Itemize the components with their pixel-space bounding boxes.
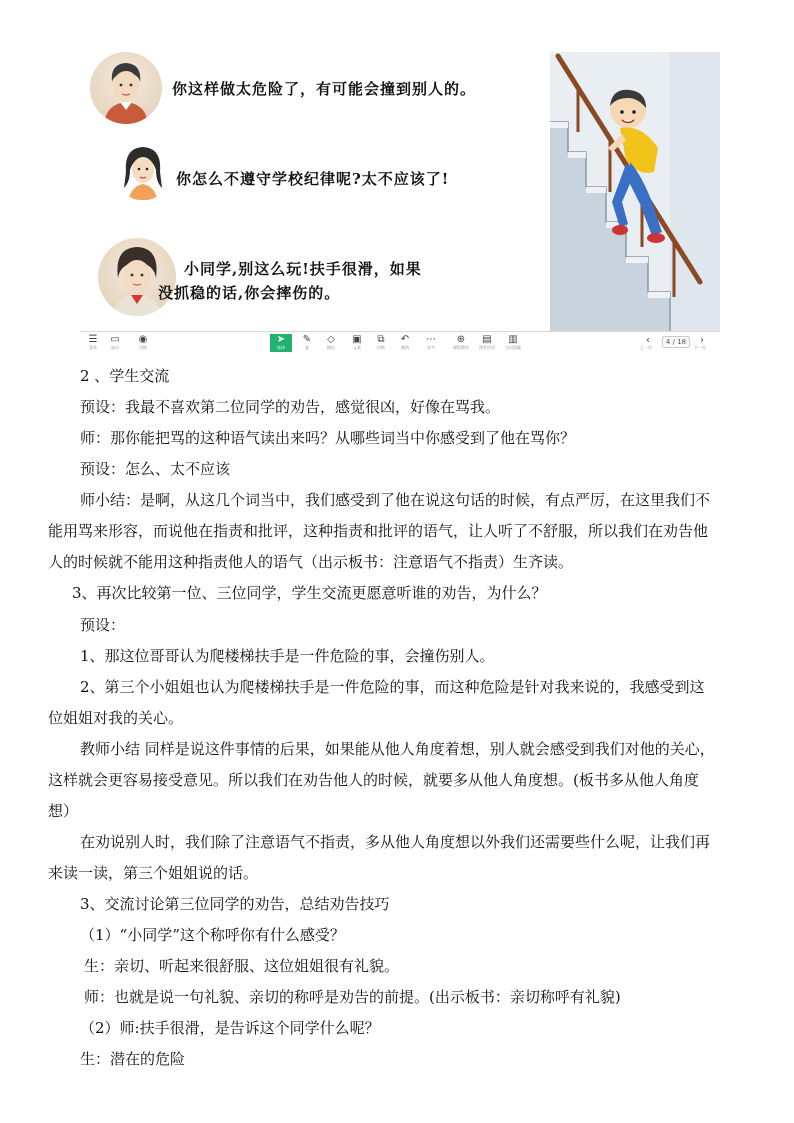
switch-tool[interactable]: ◉ 切换 <box>134 334 152 352</box>
stairs-illustration <box>550 52 720 348</box>
paragraph-line: 这样就会更容易接受意见。所以我们在劝告他人的时候，就要多从他人角度想。(板书多从他人角度 <box>48 771 699 789</box>
eraser-icon: ◇ <box>327 334 335 345</box>
page-indicator: 4 / 18 <box>662 336 690 348</box>
more-tool[interactable]: ⋯ 更多 <box>422 334 440 352</box>
paragraph-line: 想） <box>48 802 79 820</box>
menu-tool[interactable]: ☰ 菜单 <box>84 334 102 352</box>
more-icon: ⋯ <box>426 334 436 345</box>
hide-icon: ▥ <box>508 334 518 345</box>
paragraph-line: 2、第三个小姐姐也认为爬楼梯扶手是一件危险的事，而这种危险是针对我来说的，我感受到这 <box>80 678 705 696</box>
paragraph-line: 能用骂来形容，而说他在指责和批评，这种指责和批评的语气，让人听了不舒服，所以我们在劝告他 <box>48 522 709 540</box>
paragraph-line: 预设：怎么、太不应该 <box>80 460 231 478</box>
paragraph-line: （1）“小同学”这个称呼你有什么感受？ <box>80 926 345 944</box>
globe-icon: ◉ <box>138 334 148 345</box>
paragraph-line: 生：潜在的危险 <box>80 1050 186 1068</box>
screen-icon: ▭ <box>110 334 120 345</box>
slide-screenshot <box>80 48 720 353</box>
section-heading: 2 、学生交流 <box>80 367 170 385</box>
activity-icon: ▤ <box>482 334 492 345</box>
paragraph-line: （2）师:扶手很滑，是告诉这个同学什么呢？ <box>80 1019 380 1037</box>
girl-avatar <box>118 142 168 200</box>
pen-icon: ✎ <box>302 334 312 345</box>
older-girl-speech-line2: 没抓稳的话,你会摔伤的。 <box>158 284 341 302</box>
section-heading: 3、再次比较第一位、三位同学，学生交流更愿意听谁的劝告，为什么？ <box>72 584 547 602</box>
next-page-icon[interactable]: › <box>700 335 704 346</box>
paragraph-line: 位姐姐对我的关心。 <box>48 709 184 727</box>
select-tool[interactable]: ➤ 选择 <box>270 334 292 352</box>
paragraph-line: 师小结：是啊，从这几个词当中，我们感受到了他在说这句话的时候，有点严厉，在这里我们不 <box>80 491 711 509</box>
paragraph-line: 师：那你能把骂的这种语气读出来吗？从哪些词当中你感受到了他在骂你？ <box>80 429 576 447</box>
toggle-tool[interactable]: ⧉ 切换 <box>372 334 390 352</box>
paragraph-line: 人的时候就不能用这种指责他人的语气（出示板书：注意语气不指责）生齐读。 <box>48 553 574 571</box>
course-tool[interactable]: ⊕ 课程教学 <box>450 334 472 352</box>
paragraph-line: 教师小结 同样是说这件事情的后果，如果能从他人角度着想，别人就会感受到我们对他的关心， <box>80 740 715 758</box>
copy-icon: ⧉ <box>377 334 385 345</box>
older-girl-speech-line1: 小同学,别这么玩!扶手很滑，如果 <box>184 260 422 278</box>
element-icon: ▣ <box>352 334 362 345</box>
activity-tool[interactable]: ▤ 课堂活动 <box>476 334 498 352</box>
prev-page-label[interactable]: 上一页 <box>640 345 652 350</box>
eraser-tool[interactable]: ◇ 橡皮 <box>322 334 340 352</box>
paragraph-line: 来读一读，第三个姐姐说的话。 <box>48 864 259 882</box>
menu-icon: ☰ <box>88 334 98 345</box>
paragraph-line: 1、那这位哥哥认为爬楼梯扶手是一件危险的事，会撞伤别人。 <box>80 647 495 665</box>
course-icon: ⊕ <box>456 334 466 345</box>
paragraph-line: 预设：我最不喜欢第二位同学的劝告，感觉很凶，好像在骂我。 <box>80 398 501 416</box>
paragraph-line: 生：亲切、听起来很舒服、这位姐姐很有礼貌。 <box>84 957 400 975</box>
undo-icon: ↶ <box>400 334 410 345</box>
girl-speech: 你怎么不遵守学校纪律呢?太不应该了! <box>176 170 450 188</box>
boy-speech: 你这样做太危险了，有可能会撞到别人的。 <box>172 80 477 98</box>
presentation-toolbar <box>80 331 720 353</box>
next-page-label[interactable]: 下一页 <box>694 345 706 350</box>
prev-page-icon[interactable]: ‹ <box>646 335 650 346</box>
paragraph-line: 在劝说别人时，我们除了注意语气不指责，多从他人角度想以外我们还需要些什么呢，让我们再 <box>80 833 711 851</box>
section-heading: 3、交流讨论第三位同学的劝告，总结劝告技巧 <box>80 895 390 913</box>
element-tool[interactable]: ▣ 元素 <box>348 334 366 352</box>
undo-tool[interactable]: ↶ 撤销 <box>396 334 414 352</box>
paragraph-line: 师：也就是说一句礼貌、亲切的称呼是劝告的前提。(出示板书：亲切称呼有礼貌) <box>84 988 621 1006</box>
paragraph-line: 预设： <box>80 616 126 634</box>
pen-tool[interactable]: ✎ 笔 <box>298 334 316 352</box>
boy-avatar <box>90 52 162 124</box>
hide-tool[interactable]: ▥ 全局隐藏 <box>502 334 524 352</box>
page-pager <box>640 335 712 351</box>
display-tool[interactable]: ▭ 展示 <box>106 334 124 352</box>
cursor-icon: ➤ <box>276 334 286 345</box>
